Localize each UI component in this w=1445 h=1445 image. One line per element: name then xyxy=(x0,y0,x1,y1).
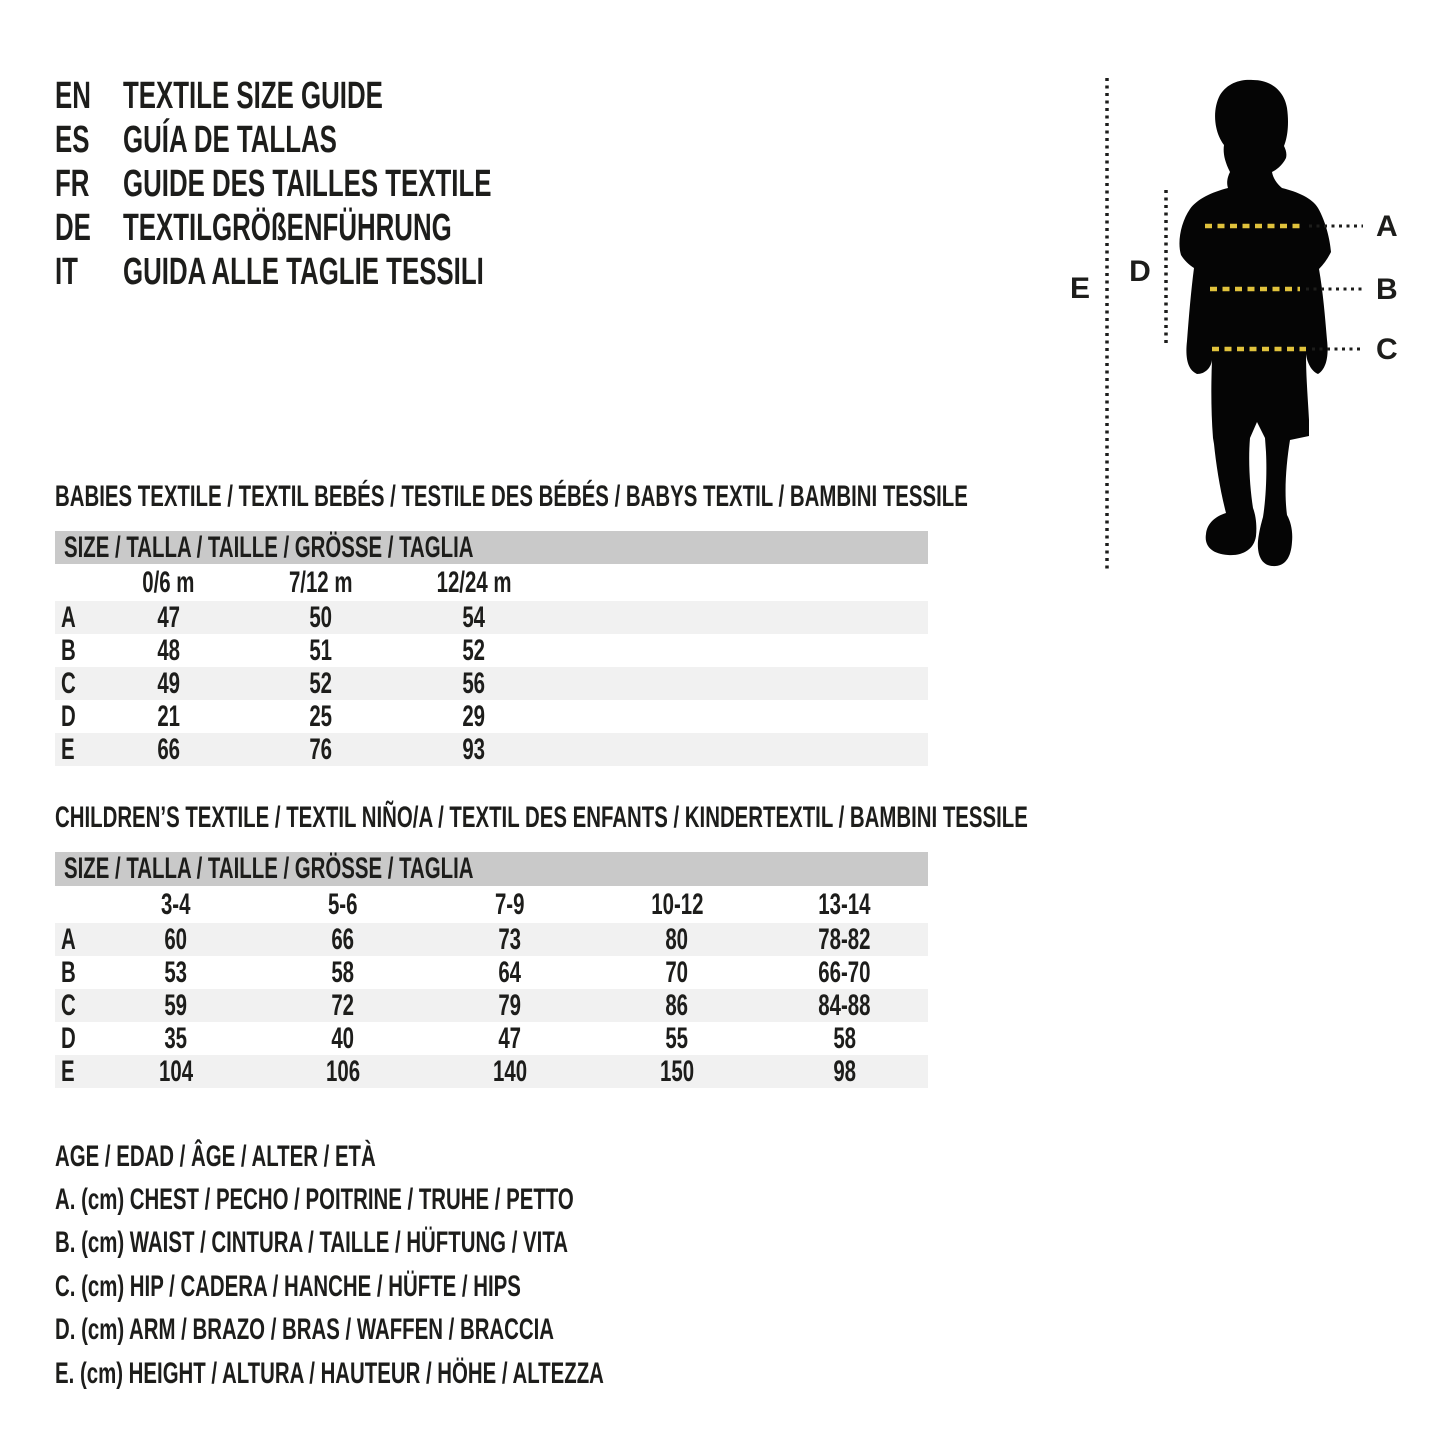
cell xyxy=(92,700,245,734)
guide-title-label: TEXTILE SIZE GUIDE xyxy=(123,74,383,117)
cell-text: 53 xyxy=(164,955,187,989)
cell xyxy=(245,601,398,635)
lang-code-label: EN xyxy=(55,74,91,117)
row-label xyxy=(55,956,92,990)
children-section-title-text: CHILDREN’S TEXTILE / TEXTIL NIÑO/A / TEXTIL DES ENFANTS / KINDERTEXTIL / BAMBINI TESSILE xyxy=(55,801,1028,834)
cell-text: 98 xyxy=(832,1054,856,1088)
cell xyxy=(259,956,426,990)
cell xyxy=(426,956,593,990)
legend-text: C. (cm) HIP / CADERA / HANCHE / HÜFTE / HIPS xyxy=(55,1269,521,1303)
guide-title xyxy=(123,119,438,162)
col-header-text: 13-14 xyxy=(818,887,871,921)
cell-text: 140 xyxy=(492,1054,527,1088)
cell-text: 66-70 xyxy=(818,955,871,989)
measure-label-e: E xyxy=(1069,272,1091,305)
row-label xyxy=(55,923,92,957)
legend-line-age xyxy=(55,1135,862,1178)
legend-text: D. (cm) ARM / BRAZO / BRAS / WAFFEN / BRACCIA xyxy=(55,1313,555,1347)
row-label-text: A xyxy=(61,922,76,956)
cell-text: 49 xyxy=(156,666,180,700)
children-size-table xyxy=(55,852,928,1088)
cell xyxy=(397,733,550,767)
babies-row-b xyxy=(55,634,928,667)
guide-title xyxy=(123,251,654,294)
cell-text: 47 xyxy=(156,600,180,634)
babies-column-header-row xyxy=(55,564,928,601)
cell-text: 86 xyxy=(665,988,689,1022)
cell xyxy=(259,923,426,957)
cell xyxy=(92,1022,259,1056)
babies-size-header-bar xyxy=(55,531,928,564)
measurement-legend xyxy=(55,1135,862,1395)
cell-text: 150 xyxy=(660,1054,695,1088)
babies-row-a xyxy=(55,601,928,634)
cell-text: 21 xyxy=(156,699,180,733)
cell-text: 79 xyxy=(498,988,522,1022)
legend-text: E. (cm) HEIGHT / ALTURA / HAUTEUR / HÖHE / ALTEZZA xyxy=(55,1356,604,1390)
guide-title-label: TEXTILGRÖßENFÜHRUNG xyxy=(123,206,452,249)
row-label-text: D xyxy=(61,699,76,733)
legend-line-chest xyxy=(55,1178,862,1221)
cell xyxy=(245,700,398,734)
measure-label-b: B xyxy=(1376,273,1398,306)
cell-text: 76 xyxy=(309,732,333,766)
cell-text: 54 xyxy=(462,600,486,634)
guide-title xyxy=(123,207,606,250)
legend-line-arm xyxy=(55,1309,862,1352)
cell xyxy=(397,601,550,635)
row-label-text: C xyxy=(61,666,76,700)
cell xyxy=(761,989,928,1023)
cell-text: 106 xyxy=(325,1054,360,1088)
row-label-text: B xyxy=(61,633,76,667)
lang-code xyxy=(55,119,123,162)
lang-code xyxy=(55,75,123,118)
cell xyxy=(92,956,259,990)
cell xyxy=(761,1022,928,1056)
cell-text: 50 xyxy=(309,600,333,634)
guide-title xyxy=(123,75,505,118)
cell-text: 93 xyxy=(462,732,486,766)
cell-text: 104 xyxy=(158,1054,193,1088)
guide-title xyxy=(123,163,665,206)
cell-text: 64 xyxy=(498,955,522,989)
legend-text: AGE / EDAD / ÂGE / ALTER / ETÀ xyxy=(55,1139,376,1173)
row-label xyxy=(55,733,92,767)
lang-code xyxy=(55,251,123,294)
cell-text: 25 xyxy=(309,699,333,733)
cell xyxy=(426,989,593,1023)
babies-section-title xyxy=(55,482,1397,512)
cell-text: 58 xyxy=(331,955,355,989)
children-col-header-0 xyxy=(92,888,259,922)
babies-size-table xyxy=(55,531,928,766)
cell xyxy=(397,667,550,701)
cell-text: 35 xyxy=(164,1021,187,1055)
row-label-text: E xyxy=(61,1054,75,1088)
guide-title-label: GUIDE DES TAILLES TEXTILE xyxy=(123,162,492,205)
lang-code-label: DE xyxy=(55,206,91,249)
children-col-header-1 xyxy=(259,888,426,922)
cell xyxy=(245,733,398,767)
children-section-title xyxy=(55,803,1445,833)
col-header-text: 7/12 m xyxy=(289,565,353,599)
cell xyxy=(92,733,245,767)
language-header xyxy=(55,74,665,294)
measure-label-a: A xyxy=(1376,210,1398,243)
legend-text: B. (cm) WAIST / CINTURA / TAILLE / HÜFTUNG / VITA xyxy=(55,1226,569,1260)
lang-row-fr xyxy=(55,162,665,206)
cell-text: 59 xyxy=(164,988,187,1022)
cell xyxy=(594,1055,761,1089)
cell xyxy=(92,634,245,668)
children-size-header-text: SIZE / TALLA / TAILLE / GRÖSSE / TAGLIA xyxy=(64,852,474,885)
cell xyxy=(245,634,398,668)
babies-col-header-2 xyxy=(397,566,550,600)
cell-text: 29 xyxy=(462,699,486,733)
cell-text: 40 xyxy=(331,1021,355,1055)
measure-label-d: D xyxy=(1129,255,1151,288)
cell-text: 78-82 xyxy=(818,922,871,956)
cell-text: 72 xyxy=(331,988,355,1022)
cell xyxy=(92,601,245,635)
row-label xyxy=(55,634,92,668)
lang-code-label: IT xyxy=(55,250,78,293)
row-label-text: C xyxy=(61,988,76,1022)
legend-text: A. (cm) CHEST / PECHO / POITRINE / TRUHE / PETTO xyxy=(55,1183,574,1217)
col-header-text: 7-9 xyxy=(495,887,525,921)
lang-code xyxy=(55,207,123,250)
row-label xyxy=(55,989,92,1023)
row-label xyxy=(55,601,92,635)
cell xyxy=(92,989,259,1023)
row-label xyxy=(55,1022,92,1056)
cell-text: 52 xyxy=(309,666,333,700)
children-row-a xyxy=(55,923,928,956)
cell-text: 60 xyxy=(164,922,187,956)
col-header-text: 10-12 xyxy=(651,887,704,921)
row-label-text: D xyxy=(61,1021,76,1055)
cell xyxy=(397,700,550,734)
cell-text: 80 xyxy=(665,922,689,956)
cell xyxy=(259,989,426,1023)
children-col-header-2 xyxy=(426,888,593,922)
children-row-e xyxy=(55,1055,928,1088)
cell-text: 70 xyxy=(665,955,689,989)
cell xyxy=(594,989,761,1023)
cell-text: 48 xyxy=(156,633,180,667)
lang-code xyxy=(55,163,123,206)
cell xyxy=(397,634,550,668)
cell-text: 55 xyxy=(665,1021,689,1055)
cell xyxy=(92,667,245,701)
lang-row-en xyxy=(55,74,665,118)
col-header-text: 5-6 xyxy=(328,887,358,921)
legend-line-hip xyxy=(55,1265,862,1308)
cell-text: 47 xyxy=(498,1021,522,1055)
cell-text: 73 xyxy=(498,922,522,956)
children-column-header-row xyxy=(55,886,928,923)
guide-title-label: GUIDA ALLE TAGLIE TESSILI xyxy=(123,250,484,293)
cell-text: 51 xyxy=(309,633,333,667)
babies-row-c xyxy=(55,667,928,700)
row-label-text: A xyxy=(61,600,76,634)
col-header-text: 0/6 m xyxy=(142,565,195,599)
cell xyxy=(426,1022,593,1056)
babies-col-header-0 xyxy=(92,566,245,600)
cell xyxy=(245,667,398,701)
lang-code-label: ES xyxy=(55,118,90,161)
row-label-text: B xyxy=(61,955,76,989)
children-row-b xyxy=(55,956,928,989)
cell xyxy=(594,923,761,957)
legend-line-waist xyxy=(55,1222,862,1265)
cell xyxy=(594,956,761,990)
cell xyxy=(761,923,928,957)
children-row-d xyxy=(55,1022,928,1055)
row-label-text: E xyxy=(61,732,75,766)
babies-row-d xyxy=(55,700,928,733)
cell xyxy=(92,923,259,957)
babies-col-header-1 xyxy=(245,566,398,600)
lang-row-es xyxy=(55,118,665,162)
row-label xyxy=(55,700,92,734)
babies-section-title-text: BABIES TEXTILE / TEXTIL BEBÉS / TESTILE DES BÉBÉS / BABYS TEXTIL / BAMBINI TESSILE xyxy=(55,480,968,513)
cell-text: 58 xyxy=(832,1021,856,1055)
row-label xyxy=(55,667,92,701)
guide-title-label: GUÍA DE TALLAS xyxy=(123,118,337,161)
cell-text: 66 xyxy=(331,922,355,956)
cell-text: 52 xyxy=(462,633,486,667)
children-col-header-4 xyxy=(761,888,928,922)
col-header-text: 3-4 xyxy=(160,887,191,921)
lang-row-it xyxy=(55,250,665,294)
row-label xyxy=(55,1055,92,1089)
cell xyxy=(92,1055,259,1089)
babies-row-e xyxy=(55,733,928,766)
cell xyxy=(259,1055,426,1089)
children-size-header-bar xyxy=(55,852,928,886)
cell xyxy=(594,1022,761,1056)
col-header-text: 12/24 m xyxy=(436,565,512,599)
measure-label-c: C xyxy=(1376,333,1398,366)
cell-text: 84-88 xyxy=(818,988,871,1022)
cell-text: 66 xyxy=(156,732,180,766)
lang-row-de xyxy=(55,206,665,250)
children-col-header-3 xyxy=(594,888,761,922)
cell-text: 56 xyxy=(462,666,486,700)
babies-size-header-text: SIZE / TALLA / TAILLE / GRÖSSE / TAGLIA xyxy=(64,530,474,564)
legend-line-height xyxy=(55,1352,862,1395)
children-row-c xyxy=(55,989,928,1022)
cell xyxy=(761,956,928,990)
cell xyxy=(426,923,593,957)
cell xyxy=(761,1055,928,1089)
cell xyxy=(426,1055,593,1089)
cell xyxy=(259,1022,426,1056)
lang-code-label: FR xyxy=(55,162,90,205)
